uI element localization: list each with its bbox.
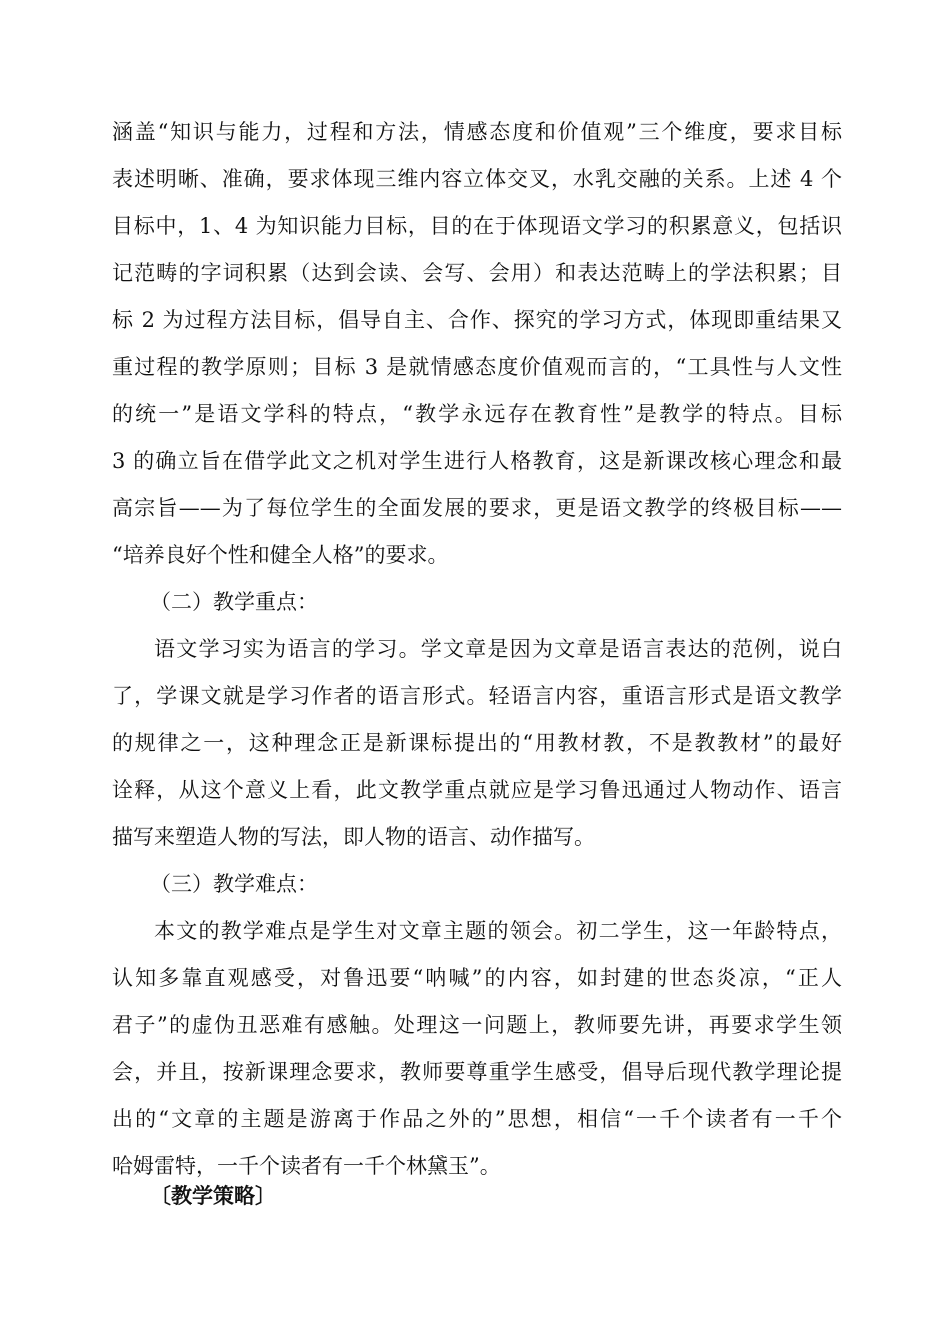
heading-difficulties: （三）教学难点： [150,872,318,896]
paragraph-2-line-1: 语文学习实为语言的学习。学文章是因为文章是语言表达的范例，说白 [154,637,842,661]
paragraph-2-line-3: 的规律之一，这种理念正是新课标提出的“用教材教，不是教教材”的最好 [112,731,842,755]
heading-key-points: （二）教学重点： [150,590,318,614]
paragraph-2-line-2: 了，学课文就是学习作者的语言形式。轻语言内容，重语言形式是语文教学 [112,684,842,708]
paragraph-3-line-5: 出的“文章的主题是游离于作品之外的”思想，相信“一千个读者有一千个 [112,1107,842,1131]
paragraph-3-line-2: 认知多靠直观感受，对鲁迅要“呐喊”的内容，如封建的世态炎凉，“正人 [112,966,842,990]
paragraph-1-line-6: 重过程的教学原则；目标 3 是就情感态度价值观而言的，“工具性与人文性 [112,355,842,379]
paragraph-1-line-2: 表述明晰、准确，要求体现三维内容立体交叉，水乳交融的关系。上述 4 个 [112,167,842,191]
paragraph-3-line-4: 会，并且，按新课理念要求，教师要尊重学生感受，倡导后现代教学理论提 [112,1060,842,1084]
paragraph-3-line-3: 君子”的虚伪丑恶难有感触。处理这一问题上，教师要先讲，再要求学生领 [112,1013,842,1037]
paragraph-1-line-4: 记范畴的字词积累（达到会读、会写、会用）和表达范畴上的学法积累；目 [112,261,842,285]
paragraph-1-line-3: 目标中，1、4 为知识能力目标，目的在于体现语文学习的积累意义，包括识 [112,214,842,238]
paragraph-1-line-8: 3 的确立旨在借学此文之机对学生进行人格教育，这是新课改核心理念和最 [112,449,842,473]
paragraph-3-line-1: 本文的教学难点是学生对文章主题的领会。初二学生，这一年龄特点， [154,919,842,943]
paragraph-1-line-10: “培养良好个性和健全人格”的要求。 [112,543,449,567]
paragraph-2-line-4: 诠释，从这个意义上看，此文教学重点就应是学习鲁迅通过人物动作、语言 [112,778,842,802]
paragraph-2-line-5: 描写来塑造人物的写法，即人物的语言、动作描写。 [112,825,595,849]
heading-strategy: 〔教学策略〕 [150,1183,276,1208]
paragraph-1-line-5: 标 2 为过程方法目标，倡导自主、合作、探究的学习方式，体现即重结果又 [112,308,842,332]
paragraph-3-line-6: 哈姆雷特，一千个读者有一千个林黛玉”。 [112,1154,501,1178]
paragraph-1-line-1: 涵盖“知识与能力，过程和方法，情感态度和价值观”三个维度，要求目标 [112,120,842,144]
paragraph-1-line-7: 的统一”是语文学科的特点，“教学永远存在教育性”是教学的特点。目标 [112,402,842,426]
paragraph-1-line-9: 高宗旨——为了每位学生的全面发展的要求，更是语文教学的终极目标—— [112,496,842,520]
